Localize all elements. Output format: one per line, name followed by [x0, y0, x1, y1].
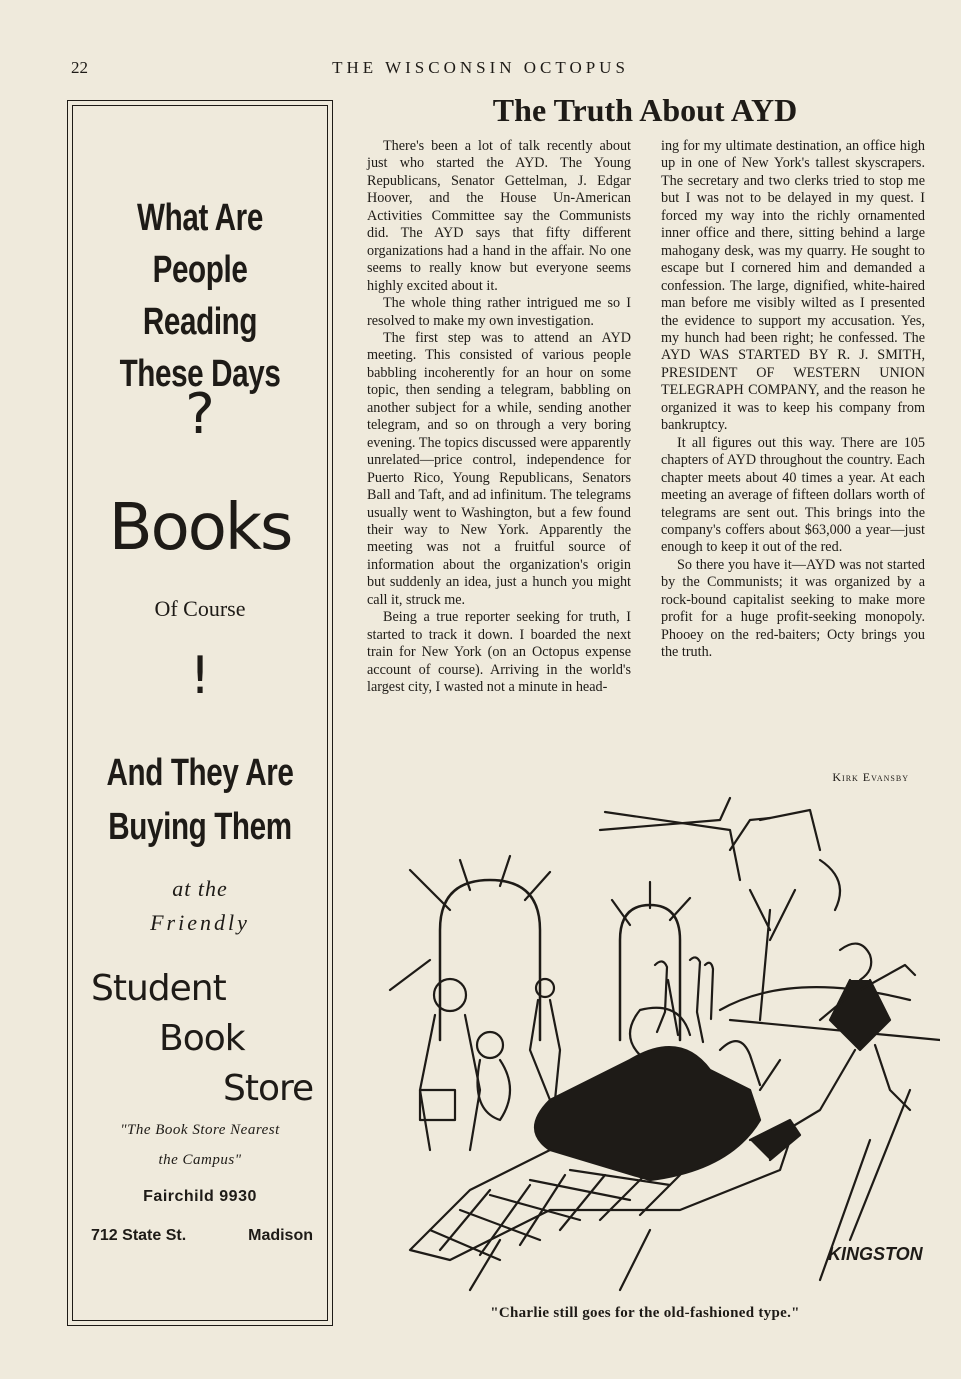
cartoon-illustration — [350, 790, 940, 1300]
ad-buying-line: Buying Them — [108, 806, 292, 848]
article-paragraph: Being a true reporter seeking for truth, I started to track it down. I boarded the next train for New York (on an Octopus expense account of course). Arriving in the world's largest city, I wasted not a minute in head- — [367, 609, 631, 696]
ad-of-course: Of Course — [154, 596, 246, 621]
article-paragraph: The first step was to attend an AYD meeting. This consisted of various people babbling incoherently for an hour on some topic, then sending a telegram, babbling on another subject for a while, sending another telegram, and so on through a very boring evening. The topics discussed were apparently unrelated—price control, independence for Puerto Rico, Young Republicans, Senators Ball and Taft, and ad infinitum. The telegrams usually went to Washington, but a few found their way to New York. Apparently the meeting was not a fruitful source of information about the organization's origin but suddenly an idea, just a hunch you might call it, struck me. — [367, 329, 631, 608]
store-name-line: Student — [91, 968, 226, 1009]
ad-inner-border — [72, 105, 328, 1321]
ad-friendly: Friendly — [150, 910, 250, 935]
page-number: 22 — [71, 58, 88, 77]
ad-at-the: at the — [172, 876, 228, 901]
cartoon-caption: "Charlie still goes for the old-fashioned type." — [490, 1305, 800, 1321]
running-header — [0, 58, 961, 82]
ad-buying-line: And They Are — [106, 752, 294, 794]
ad-question-headline — [101, 192, 299, 400]
store-name-line: Book — [159, 1018, 245, 1059]
ad-city: Madison — [248, 1227, 313, 1244]
exclamation-mark: ! — [189, 646, 211, 706]
store-name-line: Store — [223, 1068, 314, 1109]
article-paragraph: There's been a lot of talk recently about just who started the AYD. The Young Republicans, Senator Gettelman, J. Edgar Hoover, and the House Un-American Activities Committee say the Communists did. The AYD says that fifty different organizations had a hand in the affair. No one seems to really know but everyone seems highly excited about it. — [367, 138, 631, 294]
magazine-title: THE WISCONSIN OCTOPUS — [332, 58, 629, 77]
ad-buying-headline — [101, 746, 299, 854]
ad-tagline: the Campus" — [158, 1152, 242, 1168]
article-paragraph: It all figures out this way. There are 105 chapters of AYD throughout the country. Each chapter meets about 40 times a year. At each meeting an average of fifteen dollars worth of telegrams are sent out. This brings into the company's coffers about $63,000 a year—just enough to keep it out of the red. — [661, 434, 925, 556]
article-paragraph: The whole thing rather intrigued me so I resolved to make my own investigation. — [367, 295, 631, 329]
cartoon-signature: KINGSTON — [828, 1244, 923, 1264]
article-paragraph: So there you have it—AYD was not started by the Communists; it was organized by a rock-bound capitalist seeking to make more profit for a huge profit-seeking monopoly. Phooey on the red-baiters; Octy brings you the truth. — [661, 556, 925, 661]
article-paragraph: ing for my ultimate destination, an office high up in one of New York's tallest skyscrapers. The secretary and two clerks tried to stop me but I was not to be delayed in my quest. I forced my way into the richly ornamented inner office and there, sitting behind a large mahogany desk, was my quarry. He sought to escape but I cornered him and demanded a confession. The large, dignified, white-haired man before me visibly wilted as I presented the evidence to support my accusation. Yes, my hunch had been right; he confessed. The AYD WAS STARTED BY R. J. SMITH, PRESIDENT OF WESTERN UNION TELEGRAPH COMPANY, and the reason he organized it was to keep his company from bankruptcy. — [661, 138, 925, 434]
article-byline: Kirk Evansby — [832, 770, 909, 784]
article-column-left — [367, 138, 631, 697]
question-mark: ? — [185, 382, 215, 447]
ad-question-line: People Reading — [142, 249, 258, 343]
article-title: The Truth About AYD — [492, 92, 798, 128]
ad-question-line: What Are — [137, 197, 263, 239]
article-column-right — [661, 138, 925, 662]
ad-tagline: "The Book Store Nearest — [120, 1122, 280, 1138]
ad-books-word: Books — [108, 491, 292, 565]
ad-question-line: These Days — [119, 353, 281, 395]
ad-phone: Fairchild 9930 — [143, 1188, 257, 1205]
bookstore-advertisement — [67, 100, 333, 1326]
ad-address: 712 State St. — [91, 1227, 187, 1244]
